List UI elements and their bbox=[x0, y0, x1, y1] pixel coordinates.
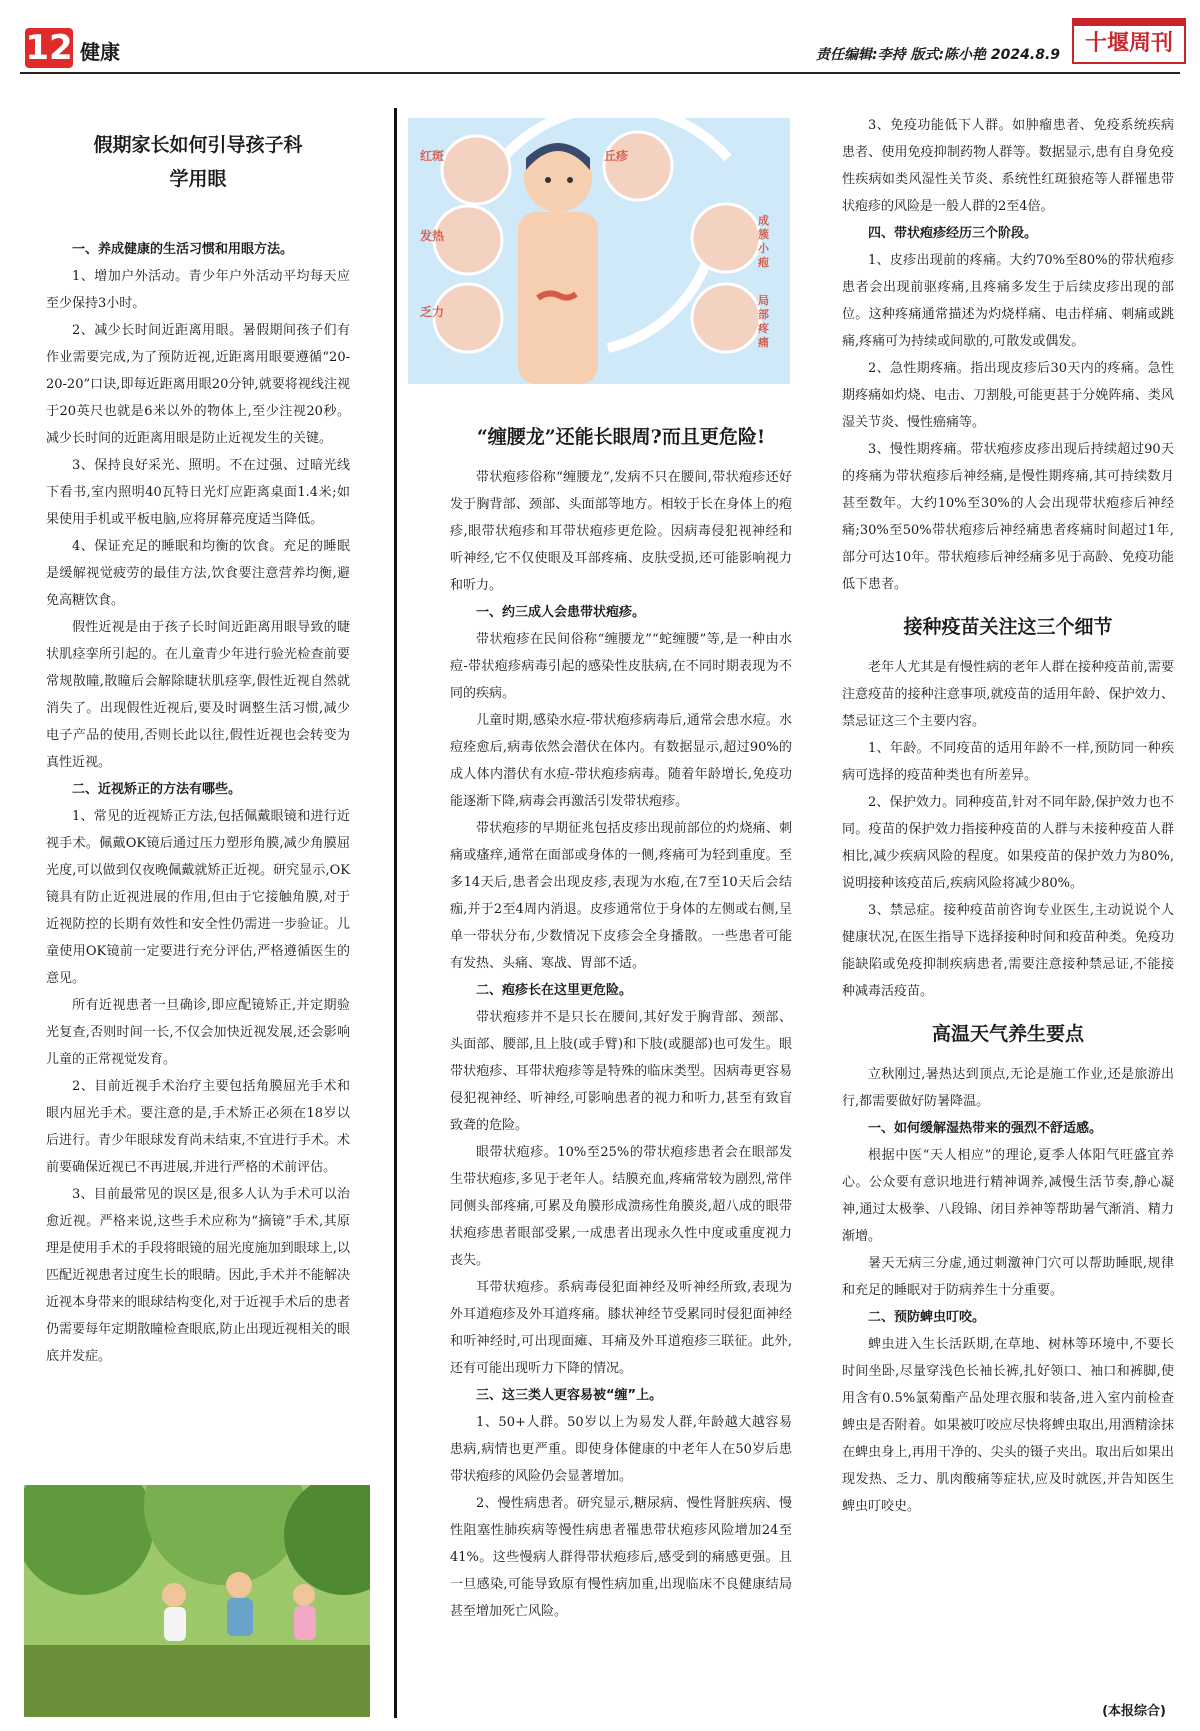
subheading: 二、疱疹长在这里更危险。 bbox=[476, 983, 633, 998]
subheading: 一、约三成人会患带状疱疹。 bbox=[476, 605, 646, 620]
symptom-label-3: 发热 bbox=[420, 229, 445, 243]
column-divider bbox=[394, 108, 397, 1718]
paragraph: 2、目前近视手术治疗主要包括角膜屈光手术和眼内屈光手术。要注意的是,手术矫正必须在18岁以后进行。青少年眼球发育尚未结束,不宜进行手术。术前要确保近视已不再进展,并进行严格的术前评估。 bbox=[46, 1079, 350, 1175]
paragraph: 2、减少长时间近距离用眼。暑假期间孩子们有作业需要完成,为了预防近视,近距离用眼要遵循“20-20-20”口诀,即每近距离用眼20分钟,就要将视线注视于20英尺也就是6米以外的物体上,至少注视20秒。减少长时间的近距离用眼是防止近视发生的关键。 bbox=[46, 323, 350, 446]
paragraph: 耳带状疱疹。系病毒侵犯面神经及听神经所致,表现为外耳道疱疹及外耳道疼痛。膝状神经节受累同时侵犯面神经和听神经时,可出现面瘫、耳痛及外耳道疱疹三联征。此外,还有可能出现听力下降的情况。 bbox=[450, 1280, 792, 1376]
page-number: 12 bbox=[25, 28, 73, 68]
paragraph: 1、50+人群。50岁以上为易发人群,年龄越大越容易患病,病情也更严重。即使身体健康的中老年人在50岁后患带状疱疹的风险仍会显著增加。 bbox=[450, 1415, 792, 1484]
paragraph: 所有近视患者一旦确诊,即应配镜矫正,并定期验光复查,否则时间一长,不仅会加快近视发展,还会影响儿童的正常视觉发育。 bbox=[46, 998, 350, 1067]
paragraph: 眼带状疱疹。10%至25%的带状疱疹患者会在眼部发生带状疱疹,多见于老年人。结膜充血,疼痛常较为剧烈,常伴同侧头部疼痛,可累及角膜形成溃疡性角膜炎,超八成的眼带状疱疹患者眼部受累,一成患者出现永久性中度或重度视力丧失。 bbox=[450, 1145, 792, 1268]
paragraph: 2、慢性病患者。研究显示,糖尿病、慢性肾脏疾病、慢性阻塞性肺疾病等慢性病患者罹患带状疱疹风险增加24至41%。这些慢病人群得带状疱疹后,感受到的痛感更强。且一旦感染,可能导致原有慢性病加重,出现临床不良健康结局甚至增加死亡风险。 bbox=[450, 1496, 792, 1619]
paragraph: 1、皮疹出现前的疼痛。大约70%至80%的带状疱疹患者会出现前驱疼痛,且疼痛多发生于后续皮疹出现的部位。这种疼痛通常描述为灼烧样痛、电击样痛、刺痛或跳痛,疼痛可为持续或间歇的,可散发或偶发。 bbox=[842, 253, 1174, 349]
paragraph: 带状疱疹并不是只长在腰间,其好发于胸背部、颈部、头面部、腰部,且上肢(或手臂)和下肢(或腿部)也可发生。眼带状疱疹、耳带状疱疹等是特殊的临床类型。因病毒更容易侵犯视神经、听神经,可影响患者的视力和听力,甚至有致盲致聋的危险。 bbox=[450, 1010, 792, 1133]
summer-body bbox=[842, 1061, 1174, 1520]
paragraph: 3、慢性期疼痛。带状疱疹皮疹出现后持续超过90天的疼痛为带状疱疹后神经痛,是慢性期疼痛,其可持续数月甚至数年。大约10%至30%的人会出现带状疱疹后神经痛;30%至50%带状疱疹后神经痛患者疼痛时间超过1年,部分可达10年。带状疱疹后神经痛多见于高龄、免疫功能低下患者。 bbox=[842, 442, 1174, 592]
shingles-illustration-icon bbox=[408, 118, 790, 384]
article-body bbox=[450, 464, 792, 1625]
column-right bbox=[842, 112, 1174, 1520]
symptom-label-2: 丘疹 bbox=[604, 149, 629, 163]
subheading: 二、预防蜱虫叮咬。 bbox=[868, 1310, 986, 1325]
masthead-logo: 十堰周刊 bbox=[1072, 24, 1186, 64]
paragraph: 老年人尤其是有慢性病的老年人群在接种疫苗前,需要注意疫苗的接种注意事项,就疫苗的适用年龄、保护效力、禁忌证这三个主要内容。 bbox=[842, 660, 1174, 729]
vaccine-title: 接种疫苗关注这三个细节 bbox=[903, 616, 1113, 638]
page-header bbox=[0, 0, 1200, 95]
paragraph: 3、禁忌症。接种疫苗前咨询专业医生,主动说说个人健康状况,在医生指导下选择接种时间和疫苗种类。免疫功能缺陷或免疫抑制疾病患者,需要注意接种禁忌证,不能接种减毒活疫苗。 bbox=[842, 903, 1174, 999]
paragraph: 蜱虫进入生长活跃期,在草地、树林等环境中,不要长时间坐卧,尽量穿浅色长袖长裤,扎好领口、袖口和裤脚,使用含有0.5%氯菊酯产品处理衣服和装备,进入室内前检查蜱虫是否附着。如果被叮咬应尽快将蜱虫取出,用酒精涂抹在蜱虫身上,再用干净的、尖头的镊子夹出。取出后如果出现发热、乏力、肌肉酸痛等症状,应及时就医,并告知医生蜱虫叮咬史。 bbox=[842, 1337, 1174, 1514]
paragraph: 带状疱疹俗称“缠腰龙”,发病不只在腰间,带状疱疹还好发于胸背部、颈部、头面部等地方。相较于长在身体上的疱疹,眼带状疱疹和耳带状疱疹更危险。因病毒侵犯视神经和听神经,它不仅使眼及耳部疼痛、皮肤受损,还可能影响视力和听力。 bbox=[450, 470, 792, 593]
subheading: 一、如何缓解湿热带来的强烈不舒适感。 bbox=[868, 1121, 1103, 1136]
article-shingles bbox=[450, 416, 792, 1625]
vaccine-body bbox=[842, 654, 1174, 1005]
symptom-label-4: 乏力 bbox=[420, 305, 445, 319]
paragraph: 带状疱疹在民间俗称“缠腰龙”“蛇缠腰”等,是一种由水痘-带状疱疹病毒引起的感染性皮肤病,在不同时期表现为不同的疾病。 bbox=[450, 632, 792, 701]
paragraph: 根据中医“天人相应”的理论,夏季人体阳气旺盛宜养心。公众要有意识地进行精神调养,减慢生活节奏,静心凝神,通过太极拳、八段锦、闭目养神等帮助暑气渐消、精力渐增。 bbox=[842, 1148, 1174, 1244]
header-rule bbox=[20, 72, 1180, 74]
children-running-photo-icon bbox=[24, 1485, 370, 1717]
paragraph: 假性近视是由于孩子长时间近距离用眼导致的睫状肌痉挛所引起的。在儿童青少年进行验光检查前要常规散瞳,散瞳后会解除睫状肌痉挛,假性近视自然就消失了。出现假性近视后,要及时调整生活习惯,减少电子产品的使用,否则长此以往,假性近视也会转变为真性近视。 bbox=[46, 620, 350, 770]
article-eye-care bbox=[46, 108, 350, 1370]
symptom-label-1: 红斑 bbox=[420, 149, 445, 163]
paragraph: 儿童时期,感染水痘-带状疱疹病毒后,通常会患水痘。水痘痊愈后,病毒依然会潜伏在体内。有数据显示,超过90%的成人体内潜伏有水痘-带状疱疹病毒。随着年龄增长,免疫功能逐渐下降,病毒会再激活引发带状疱疹。 bbox=[450, 713, 792, 809]
symptom-label-5: 成簇小疱 bbox=[758, 214, 769, 269]
article-title: 假期家长如何引导孩子科学用眼 bbox=[93, 134, 303, 190]
symptom-label-6: 局部疼痛 bbox=[758, 294, 769, 349]
paragraph: 3、免疫功能低下人群。如肿瘤患者、免疫系统疾病患者、使用免疫抑制药物人群等。数据显示,患有自身免疫性疾病如类风湿性关节炎、系统性红斑狼疮等人群罹患带状疱疹的风险是一般人群的2至4倍。 bbox=[842, 118, 1174, 214]
paragraph: 暑天无病三分虚,通过刺激神门穴可以帮助睡眠,规律和充足的睡眠对于防病养生十分重要。 bbox=[842, 1256, 1174, 1298]
editor-credits: 责任编辑:李持 版式:陈小艳 2024.8.9 bbox=[815, 47, 1060, 63]
summer-title: 高温天气养生要点 bbox=[931, 1023, 1084, 1045]
children-running-photo bbox=[24, 1485, 370, 1717]
section-title: 健康 bbox=[80, 40, 120, 64]
paragraph: 3、目前最常见的误区是,很多人认为手术可以治愈近视。严格来说,这些手术应称为“摘镜”手术,其原理是使用手术的手段将眼镜的屈光度施加到眼球上,以匹配近视患者过度生长的眼睛。因此,手术并不能解决近视本身带来的眼球结构变化,对于近视手术后的患者仍需要每年定期散瞳检查眼底,防止出现近视相关的眼底并发症。 bbox=[46, 1187, 350, 1364]
subheading: 一、养成健康的生活习惯和用眼方法。 bbox=[72, 242, 294, 257]
subheading: 四、带状疱疹经历三个阶段。 bbox=[868, 226, 1038, 241]
paragraph: 1、增加户外活动。青少年户外活动平均每天应至少保持3小时。 bbox=[46, 269, 350, 311]
subheading: 二、近视矫正的方法有哪些。 bbox=[72, 782, 242, 797]
article-title: “缠腰龙”还能长眼周?而且更危险! bbox=[476, 426, 766, 448]
paragraph: 2、急性期疼痛。指出现皮疹后30天内的疼痛。急性期疼痛如灼烧、电击、刀割般,可能更甚于分娩阵痛、类风湿关节炎、慢性癌痛等。 bbox=[842, 361, 1174, 430]
shingles-illustration bbox=[408, 118, 790, 384]
subheading: 三、这三类人更容易被“缠”上。 bbox=[476, 1388, 663, 1403]
paragraph: 1、年龄。不同疫苗的适用年龄不一样,预防同一种疾病可选择的疫苗种类也有所差异。 bbox=[842, 741, 1174, 783]
paragraph: 4、保证充足的睡眠和均衡的饮食。充足的睡眠是缓解视觉疲劳的最佳方法,饮食要注意营养均衡,避免高糖饮食。 bbox=[46, 539, 350, 608]
article-body bbox=[46, 236, 350, 1370]
paragraph: 3、保持良好采光、照明。不在过强、过暗光线下看书,室内照明40瓦特日光灯应距离桌面1.4米;如果使用手机或平板电脑,应将屏幕亮度适当降低。 bbox=[46, 458, 350, 527]
paragraph: 带状疱疹的早期征兆包括皮疹出现前部位的灼烧痛、刺痛或瘙痒,通常在面部或身体的一侧,疼痛可为轻到重度。至多14天后,患者会出现皮疹,表现为水疱,在7至10天后会结痂,并于2至4周内消退。皮疹通常位于身体的左侧或右侧,呈单一带状分布,少数情况下皮疹会全身播散。一些患者可能有发热、头痛、寒战、胃部不适。 bbox=[450, 821, 792, 971]
paragraph: 立秋刚过,暑热达到顶点,无论是施工作业,还是旅游出行,都需要做好防暑降温。 bbox=[842, 1067, 1174, 1109]
shingles-continued bbox=[842, 112, 1174, 598]
paragraph: 1、常见的近视矫正方法,包括佩戴眼镜和进行近视手术。佩戴OK镜后通过压力塑形角膜,减少角膜屈光度,可以做到仅夜晚佩戴就矫正近视。研究显示,OK镜具有防止近视进展的作用,但由于它接触角膜,对于近视防控的长期有效性和安全性仍需进一步验证。儿童使用OK镜前一定要进行充分评估,严格遵循医生的意见。 bbox=[46, 809, 350, 986]
paragraph: 2、保护效力。同种疫苗,针对不同年龄,保护效力也不同。疫苗的保护效力指接种疫苗的人群与未接种疫苗人群相比,减少疾病风险的程度。如果疫苗的保护效力为80%,说明接种该疫苗后,疾病风险将减少80%。 bbox=[842, 795, 1174, 891]
source-note: (本报综合) bbox=[1102, 1704, 1166, 1719]
